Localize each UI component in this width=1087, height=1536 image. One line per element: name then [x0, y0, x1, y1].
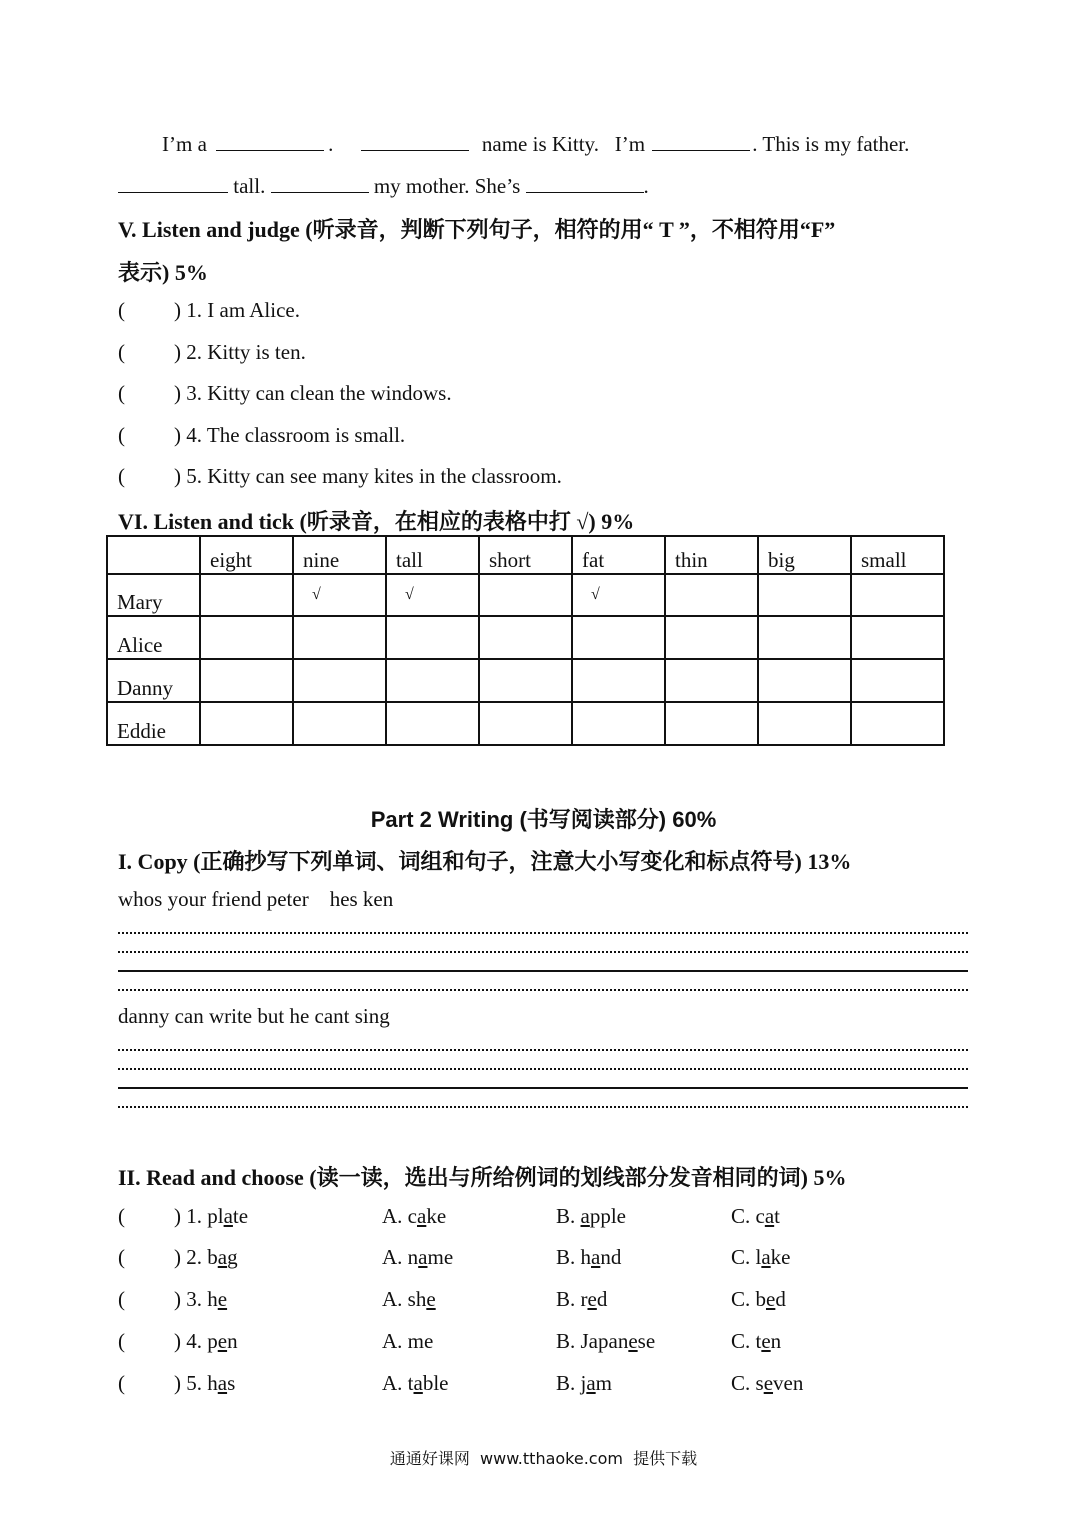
answer-paren-close: ) [174, 423, 181, 447]
tick-cell[interactable]: √ [293, 574, 386, 616]
table-row [107, 702, 944, 745]
answer-paren-open: ( [118, 381, 125, 405]
tick-cell[interactable] [758, 702, 851, 745]
choose-question[interactable] [118, 1287, 227, 1312]
copy-sentence-1: whos your friend peter hes ken [118, 887, 394, 911]
tick-cell[interactable] [665, 702, 758, 745]
judge-item[interactable] [118, 464, 562, 489]
tick-cell[interactable] [851, 574, 944, 616]
intro-text: . This is my father. [752, 132, 910, 156]
tick-cell[interactable] [758, 574, 851, 616]
tick-cell[interactable] [293, 616, 386, 659]
tick-cell[interactable] [293, 659, 386, 702]
tick-cell[interactable] [479, 616, 572, 659]
table-header-cell: short [479, 536, 572, 574]
tick-cell[interactable] [200, 702, 293, 745]
option-c[interactable]: C. lake [731, 1245, 791, 1269]
table-header-cell: nine [293, 536, 386, 574]
writing-line-solid[interactable] [118, 1087, 968, 1089]
answer-blank[interactable] [526, 174, 644, 193]
option-b[interactable]: B. hand [556, 1245, 622, 1269]
option-a[interactable]: A. name [382, 1245, 454, 1269]
judge-sentence: 2. Kitty is ten. [186, 340, 306, 364]
tick-cell[interactable] [386, 659, 479, 702]
intro-line-1 [162, 132, 909, 157]
judge-item[interactable] [118, 340, 306, 365]
intro-text: name is Kitty. [481, 132, 599, 156]
judge-sentence: 3. Kitty can clean the windows. [186, 381, 452, 405]
option-c[interactable]: C. cat [731, 1204, 780, 1228]
tick-cell[interactable] [572, 659, 665, 702]
tick-table [106, 535, 945, 746]
example-word: bag [207, 1245, 238, 1269]
answer-paren-close: ) [174, 464, 181, 488]
intro-text: I’m a [162, 132, 207, 156]
answer-paren-open: ( [118, 298, 125, 322]
answer-paren-open: ( [118, 464, 125, 488]
tick-cell[interactable] [851, 659, 944, 702]
choose-question[interactable] [118, 1204, 248, 1229]
answer-paren-open: ( [118, 1371, 125, 1395]
answer-paren-open: ( [118, 1329, 125, 1353]
answer-paren-open: ( [118, 423, 125, 447]
judge-sentence: 5. Kitty can see many kites in the classroom. [186, 464, 562, 488]
answer-blank[interactable] [361, 132, 469, 151]
intro-text: . [328, 132, 334, 156]
answer-paren-open: ( [118, 1204, 125, 1228]
tick-cell[interactable] [386, 702, 479, 745]
tick-cell[interactable] [851, 702, 944, 745]
table-header-cell: big [758, 536, 851, 574]
tick-cell[interactable] [479, 702, 572, 745]
option-c[interactable]: C. bed [731, 1287, 786, 1311]
example-word: has [207, 1371, 236, 1395]
writing-line-dashed[interactable] [118, 1068, 968, 1070]
answer-paren-close: ) [174, 1204, 181, 1228]
tick-cell[interactable]: √ [572, 574, 665, 616]
tick-cell[interactable] [665, 574, 758, 616]
tick-cell[interactable] [200, 574, 293, 616]
tick-cell[interactable] [200, 616, 293, 659]
answer-paren-close: ) [174, 1371, 181, 1395]
answer-paren-close: ) [174, 381, 181, 405]
table-header-cell [107, 536, 200, 574]
row-name: Danny [107, 659, 200, 702]
question-number: 1. [186, 1204, 202, 1228]
tick-cell[interactable] [572, 616, 665, 659]
intro-text: . [643, 174, 649, 198]
tick-cell[interactable] [665, 659, 758, 702]
section-vi-heading: VI. Listen and tick (听录音，在相应的表格中打 √) 9% [118, 509, 635, 534]
judge-sentence: 1. I am Alice. [186, 298, 300, 322]
tick-cell[interactable]: √ [386, 574, 479, 616]
question-number: 4. [186, 1329, 202, 1353]
table-row [107, 616, 944, 659]
choose-question[interactable] [118, 1245, 238, 1270]
intro-text: my mother. She’s [373, 174, 521, 198]
answer-blank[interactable] [118, 174, 228, 193]
table-header-row [107, 536, 944, 574]
option-a[interactable]: A. me [382, 1329, 434, 1353]
option-c[interactable]: C. ten [731, 1329, 782, 1353]
tick-cell[interactable] [665, 616, 758, 659]
option-c[interactable]: C. seven [731, 1371, 804, 1395]
option-a[interactable]: A. table [382, 1371, 449, 1395]
answer-paren-open: ( [118, 1287, 125, 1311]
table-header-cell: thin [665, 536, 758, 574]
table-row [107, 574, 944, 616]
table-header-cell: eight [200, 536, 293, 574]
option-b[interactable]: B. jam [556, 1371, 613, 1395]
choose-heading: II. Read and choose (读一读，选出与所给例词的划线部分发音相同的词) 5% [118, 1165, 847, 1190]
answer-paren-open: ( [118, 1245, 125, 1269]
option-a[interactable]: A. cake [382, 1204, 447, 1228]
writing-line-dashed[interactable] [118, 932, 968, 934]
example-word: pen [207, 1329, 238, 1353]
row-name: Alice [107, 616, 200, 659]
tick-cell[interactable] [293, 702, 386, 745]
option-a[interactable]: A. she [382, 1287, 436, 1311]
answer-paren-open: ( [118, 340, 125, 364]
intro-text: I’m [614, 132, 646, 156]
example-word: he [207, 1287, 228, 1311]
choose-question[interactable] [118, 1371, 235, 1396]
section-v-heading-cont: 表示) 5% [118, 260, 208, 285]
tick-cell[interactable] [479, 574, 572, 616]
row-name: Eddie [107, 702, 200, 745]
copy-heading: I. Copy (正确抄写下列单词、词组和句子，注意大小写变化和标点符号) 13% [118, 849, 852, 874]
writing-line-solid[interactable] [118, 970, 968, 972]
tick-cell[interactable] [572, 702, 665, 745]
answer-blank[interactable] [271, 174, 369, 193]
answer-paren-close: ) [174, 1245, 181, 1269]
judge-item[interactable] [118, 298, 300, 323]
writing-line-dashed[interactable] [118, 1049, 968, 1051]
answer-blank[interactable] [216, 132, 324, 151]
writing-line-dashed[interactable] [118, 1106, 968, 1108]
option-b[interactable]: B. apple [556, 1204, 626, 1228]
tick-cell[interactable] [758, 659, 851, 702]
answer-paren-close: ) [174, 1287, 181, 1311]
intro-line-2 [118, 174, 649, 199]
question-number: 2. [186, 1245, 202, 1269]
row-name: Mary [107, 574, 200, 616]
table-row [107, 659, 944, 702]
tick-cell[interactable] [758, 616, 851, 659]
answer-paren-close: ) [174, 1329, 181, 1353]
judge-item[interactable] [118, 423, 405, 448]
answer-blank[interactable] [652, 132, 750, 151]
writing-line-dashed[interactable] [118, 951, 968, 953]
option-b[interactable]: B. Japanese [556, 1329, 656, 1353]
option-b[interactable]: B. red [556, 1287, 608, 1311]
answer-paren-close: ) [174, 298, 181, 322]
copy-sentence-2: danny can write but he cant sing [118, 1004, 390, 1028]
tick-cell[interactable] [200, 659, 293, 702]
writing-line-dashed[interactable] [118, 989, 968, 991]
tick-cell[interactable] [851, 616, 944, 659]
table-header-cell: fat [572, 536, 665, 574]
question-number: 3. [186, 1287, 202, 1311]
part-2-title: Part 2 Writing (书写阅读部分) 60% [370, 807, 717, 832]
answer-paren-close: ) [174, 340, 181, 364]
page-footer: 通通好课网 www.tthaoke.com 提供下载 [389, 1449, 698, 1468]
question-number: 5. [186, 1371, 202, 1395]
tick-cell[interactable] [479, 659, 572, 702]
intro-text: tall. [233, 174, 266, 198]
tick-cell[interactable] [386, 616, 479, 659]
judge-sentence: 4. The classroom is small. [186, 423, 406, 447]
table-header-cell: tall [386, 536, 479, 574]
choose-question[interactable] [118, 1329, 238, 1354]
table-header-cell: small [851, 536, 944, 574]
section-v-heading: V. Listen and judge (听录音，判断下列句子，相符的用“ T ”，不相符用“F” [118, 217, 836, 242]
example-word: plate [207, 1204, 249, 1228]
judge-item[interactable] [118, 381, 452, 406]
